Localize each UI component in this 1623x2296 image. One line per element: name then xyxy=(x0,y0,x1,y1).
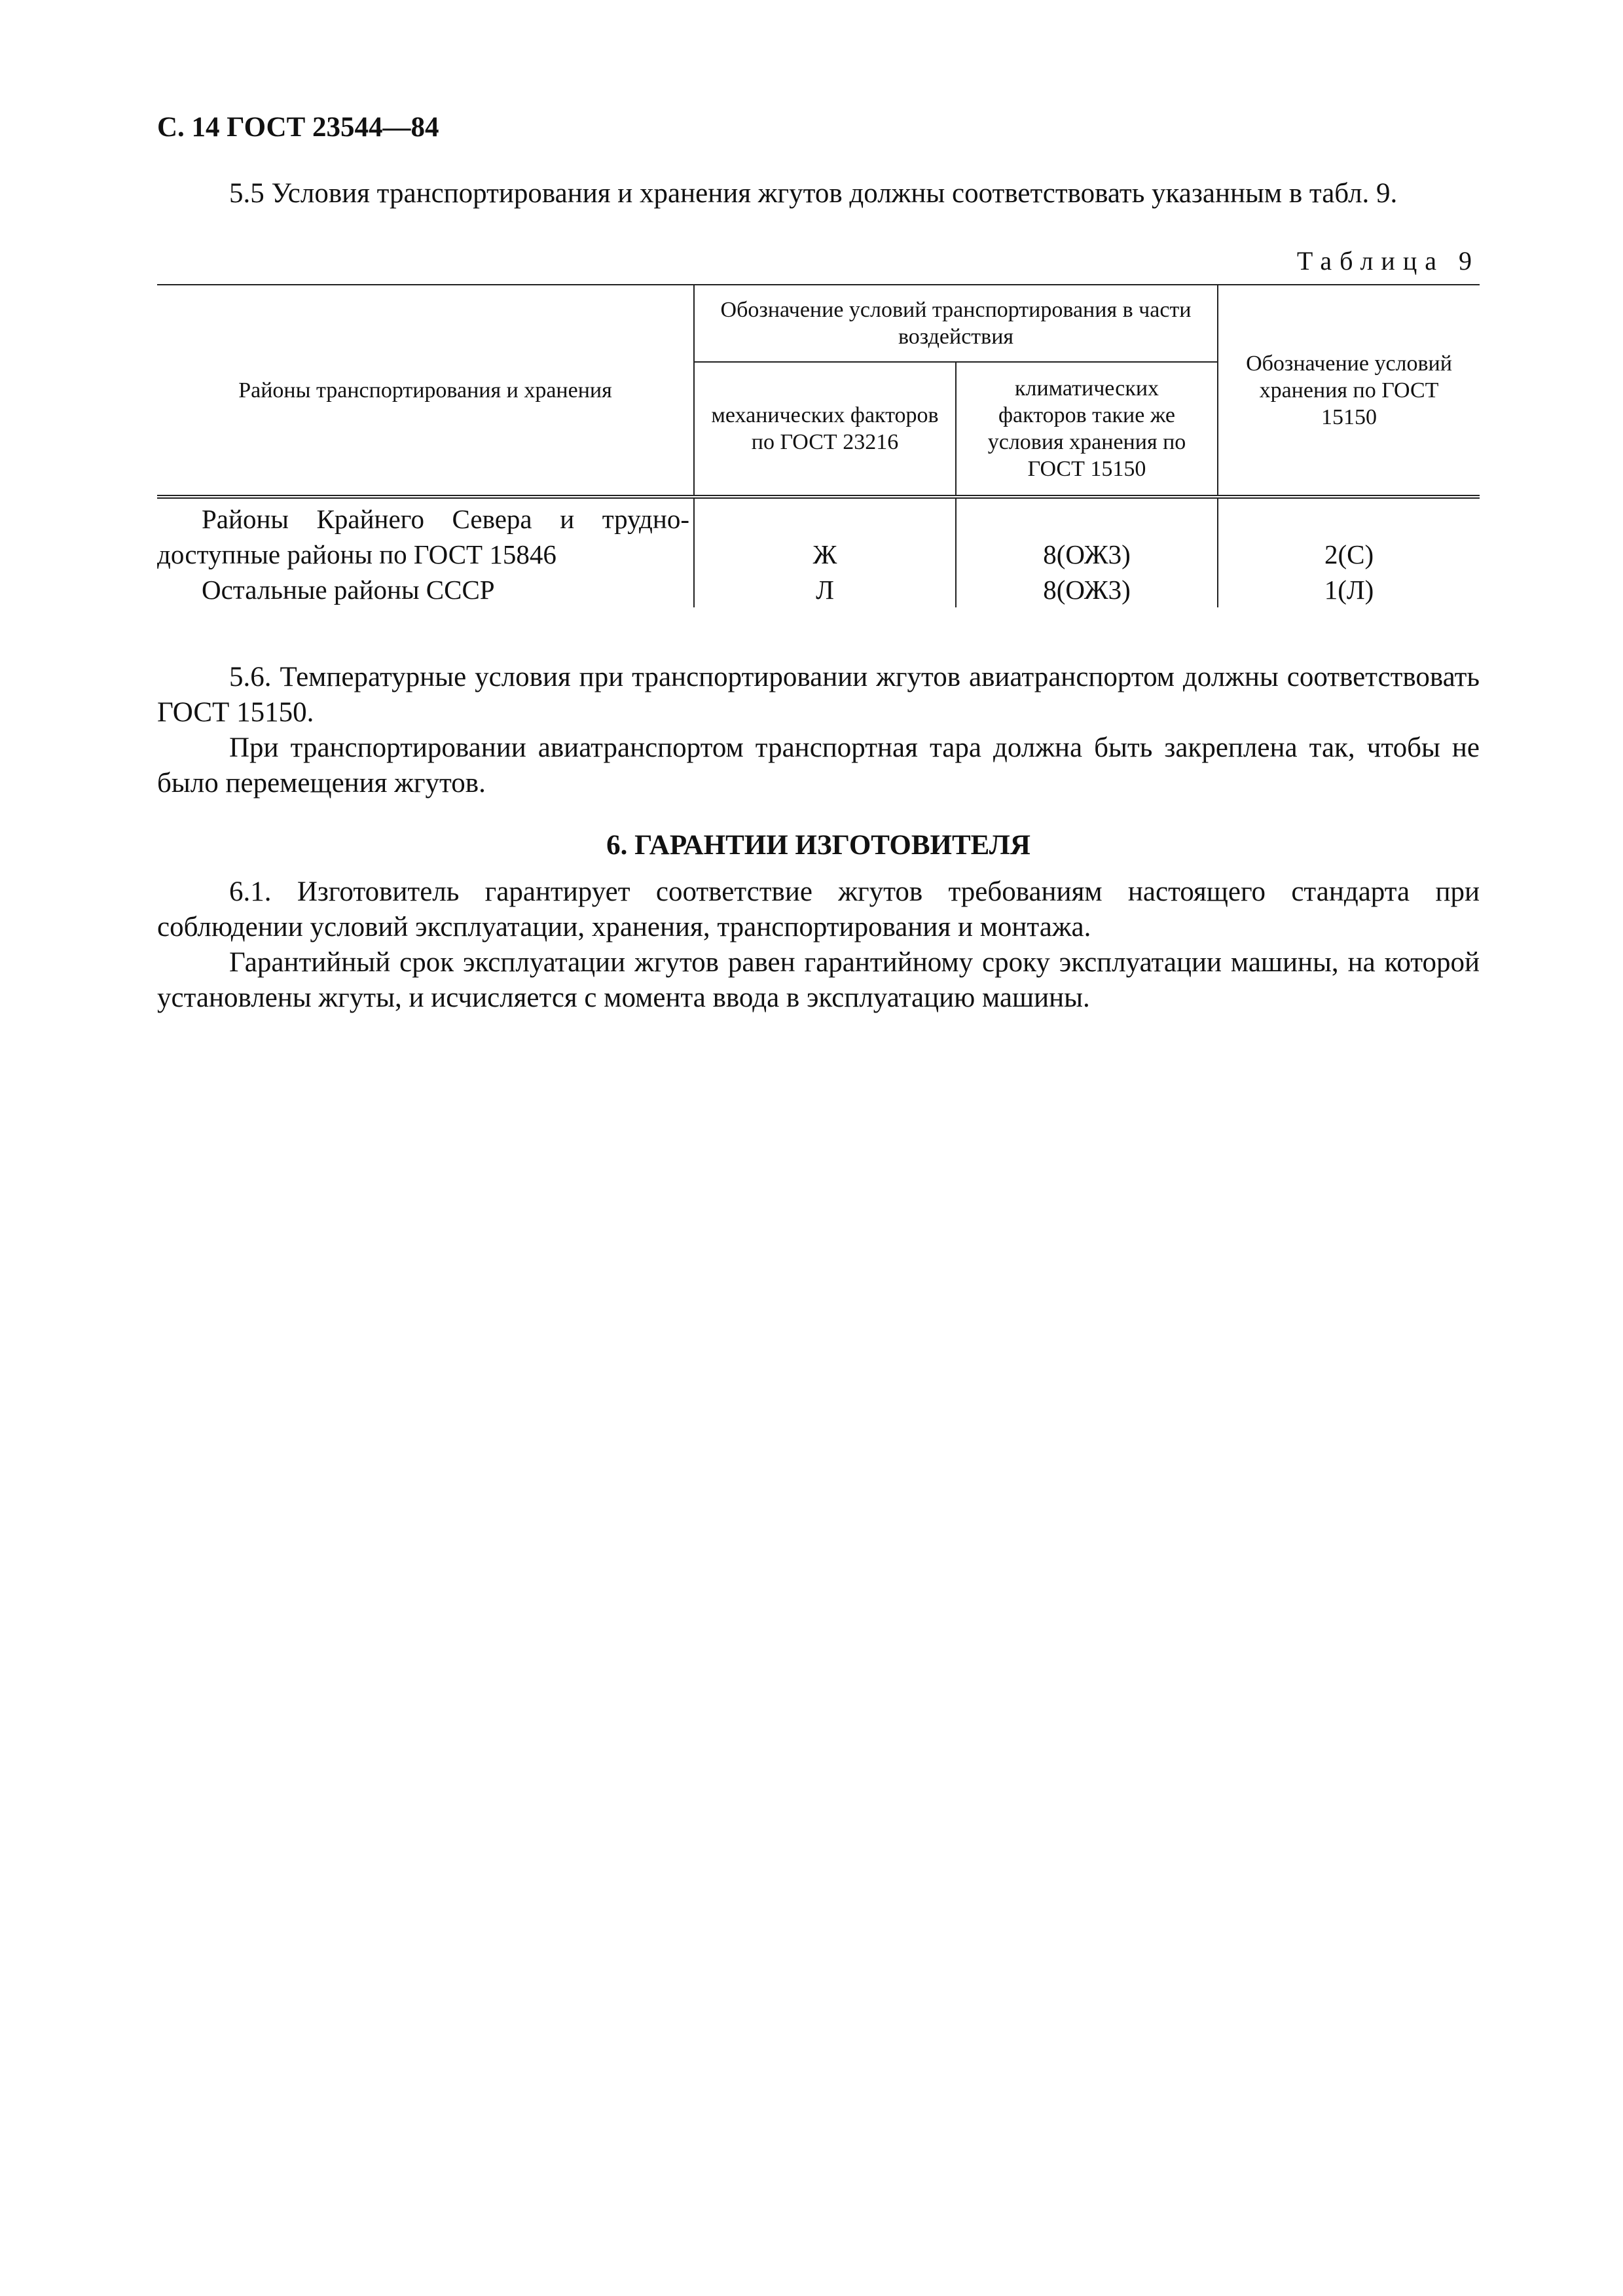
cell-storage: 2(С) xyxy=(1218,497,1480,572)
header-mechanical: механических факторов по ГОСТ 23216 xyxy=(694,362,956,497)
page-header: С. 14 ГОСТ 23544—84 xyxy=(157,112,439,143)
table-caption: Таблица 9 xyxy=(1296,246,1480,276)
cell-storage: 1(Л) xyxy=(1218,572,1480,607)
paragraph-5-5: 5.5 Условия транспортирования и хранения жгутов должны соответствовать указанным в табл. 9. xyxy=(229,178,1398,209)
header-climatic: климатических факторов такие же условия хранения по ГОСТ 15150 xyxy=(956,362,1218,497)
paragraph-6-1: 6.1. Изготовитель гарантирует соответствие жгутов требованиям настоящего стандарта при соблюдении условий эксплуатации, хранения, транспортирования и монтажа. xyxy=(157,876,1480,942)
region-other: Остальные районы СССР xyxy=(202,575,495,605)
cell-region xyxy=(157,572,694,607)
paragraph-5-6-air: При транспортировании авиатранспортом транспортная тара должна быть закреплена так, чтобы не было перемещения жгутов. xyxy=(157,732,1480,798)
paragraph-6-1-warranty: Гарантийный срок эксплуатации жгутов равен гарантийному сроку эксплуатации машины, на которой установлены жгуты, и исчисляется с момента ввода в эксплуатацию машины. xyxy=(157,947,1480,1013)
header-transport-group: Обозначение условий транспортирования в части воздействия xyxy=(694,285,1218,362)
region-line-1: Районы Крайнего Севера и трудно- xyxy=(202,504,689,534)
region-line-2: доступные районы по ГОСТ 15846 xyxy=(157,539,556,569)
table-row xyxy=(157,572,1480,607)
table-9 xyxy=(157,284,1480,607)
header-regions: Районы транспортирования и хранения xyxy=(157,285,694,497)
cell-mechanical: Ж xyxy=(694,497,956,572)
table-row xyxy=(157,497,1480,572)
cell-mechanical: Л xyxy=(694,572,956,607)
cell-region xyxy=(157,497,694,572)
document-page xyxy=(157,108,1480,1016)
paragraph-5-6: 5.6. Температурные условия при транспортировании жгутов авиатранспортом должны соответствовать ГОСТ 15150. xyxy=(157,662,1480,728)
header-storage: Обозначение условий хранения по ГОСТ 15150 xyxy=(1218,285,1480,497)
section-6-title: 6. ГАРАНТИИ ИЗГОТОВИТЕЛЯ xyxy=(606,830,1030,861)
cell-climatic: 8(ОЖ3) xyxy=(956,497,1218,572)
cell-climatic: 8(ОЖ3) xyxy=(956,572,1218,607)
